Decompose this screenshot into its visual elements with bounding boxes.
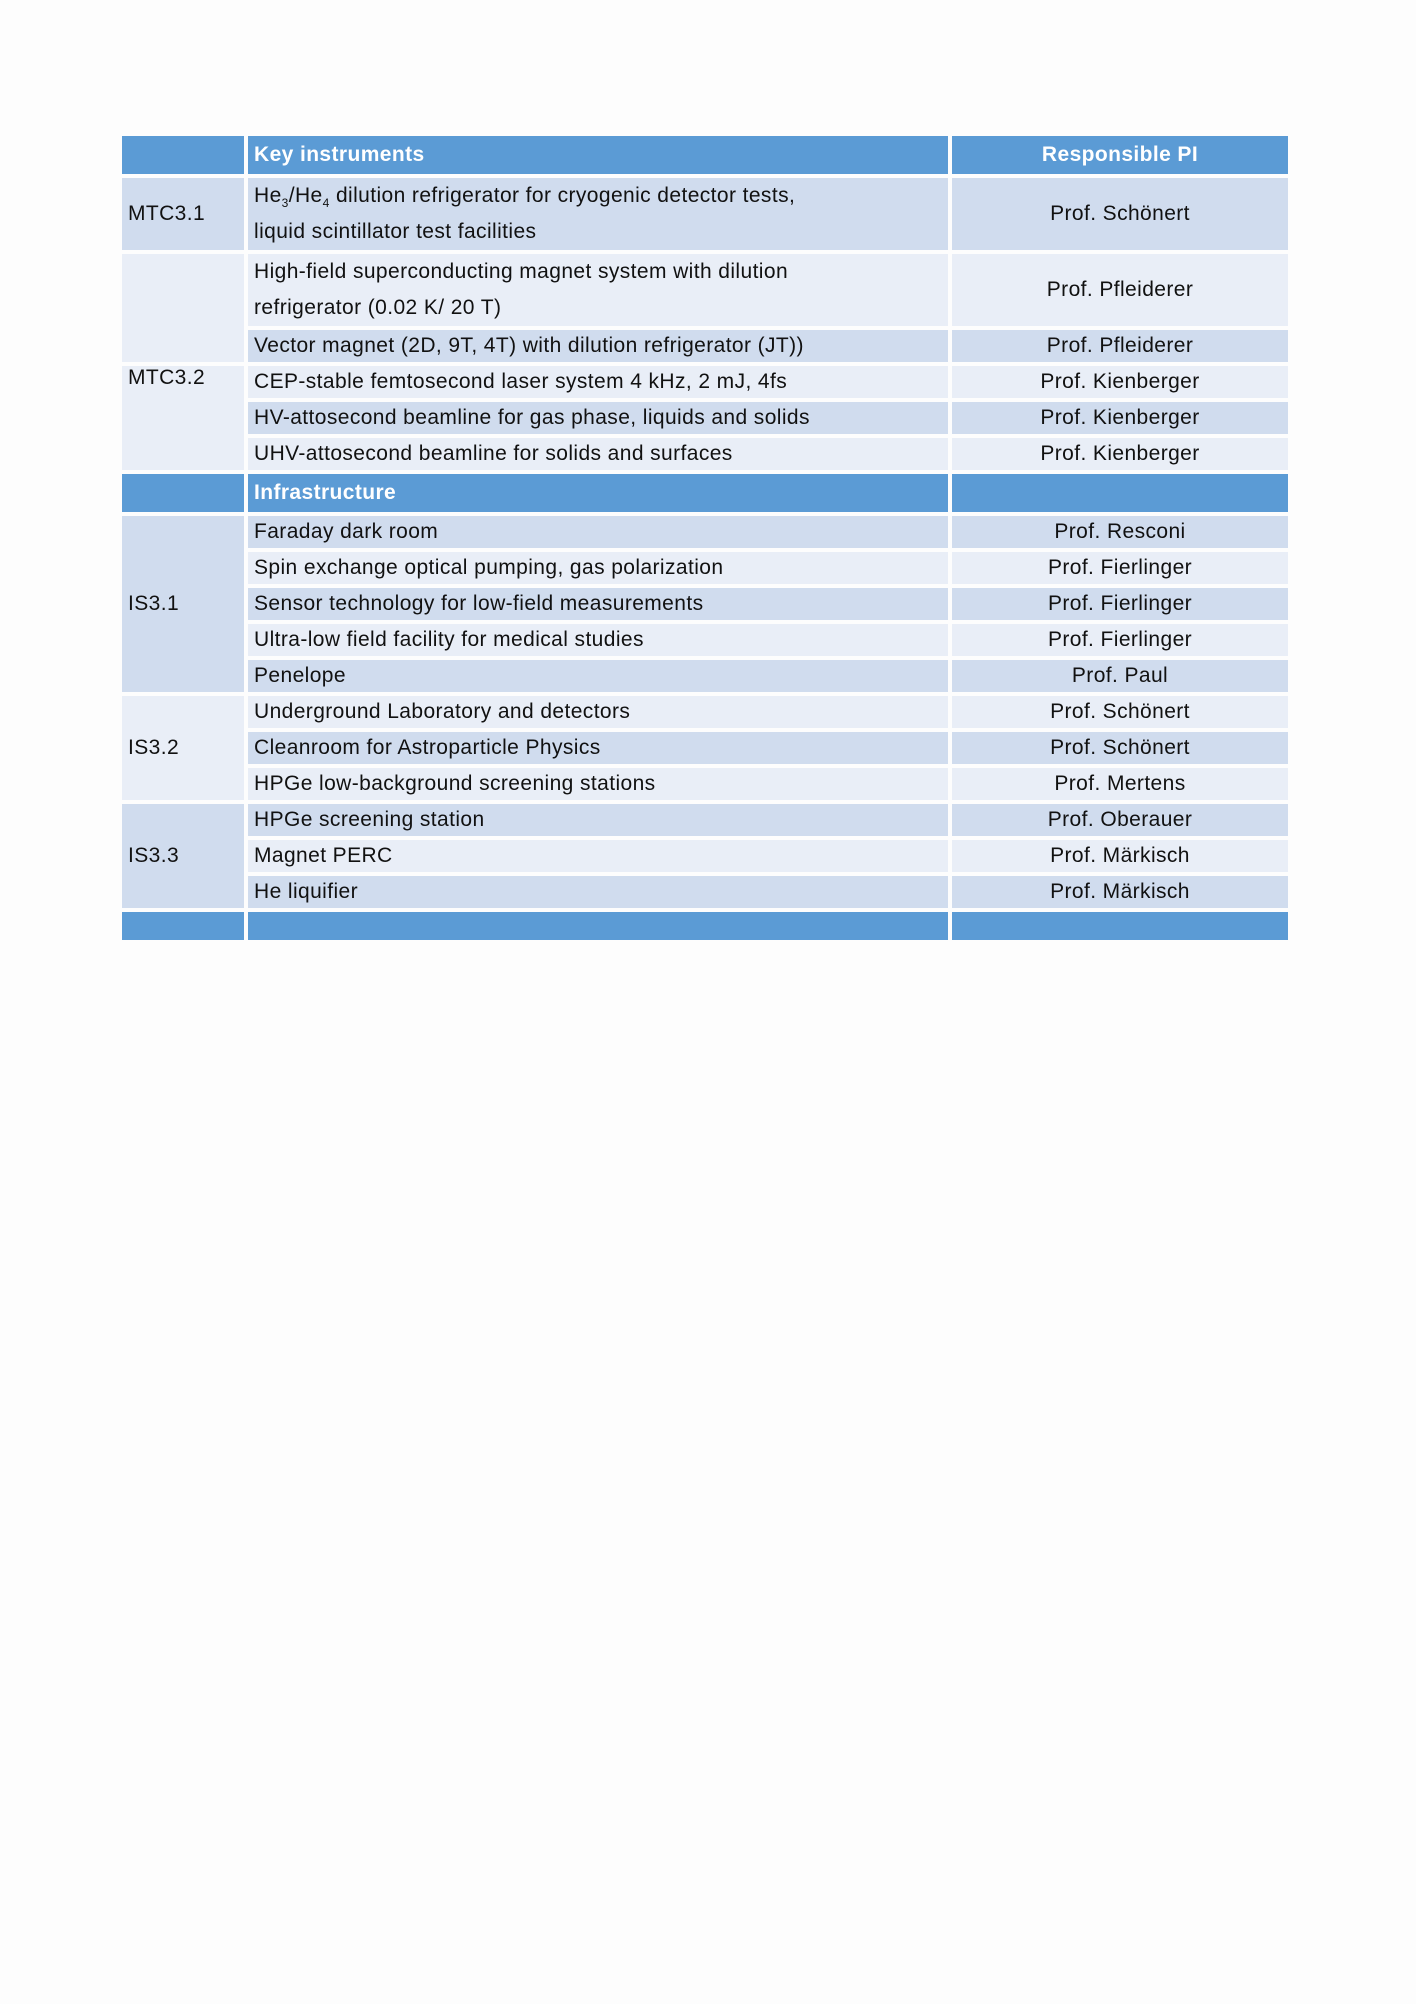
instrument-cell: HV-attosecond beamline for gas phase, liquids and solids <box>248 402 948 434</box>
infrastructure-cell: Underground Laboratory and detectors <box>248 696 948 728</box>
footer-cell <box>248 912 948 940</box>
pi-cell: Prof. Schönert <box>952 696 1288 728</box>
pi-cell: Prof. Fierlinger <box>952 588 1288 620</box>
table-row <box>122 660 1288 692</box>
group-label-empty <box>122 254 244 362</box>
table-row <box>122 696 1288 728</box>
header-infrastructure: Infrastructure <box>248 474 948 512</box>
pi-cell: Prof. Pfleiderer <box>952 254 1288 326</box>
table-row <box>122 588 1288 620</box>
table-row <box>122 178 1288 250</box>
header-empty-cell <box>952 474 1288 512</box>
pi-cell: Prof. Paul <box>952 660 1288 692</box>
table-row <box>122 366 1288 398</box>
table-row <box>122 402 1288 434</box>
table-row <box>122 254 1288 326</box>
table-row <box>122 732 1288 764</box>
instrument-text: liquid scintillator test facilities <box>254 220 537 243</box>
instrument-cell: Vector magnet (2D, 9T, 4T) with dilution refrigerator (JT)) <box>248 330 948 362</box>
pi-cell: Prof. Fierlinger <box>952 552 1288 584</box>
group-label: MTC3.1 <box>122 178 244 250</box>
instrument-cell: CEP-stable femtosecond laser system 4 kHz, 2 mJ, 4fs <box>248 366 948 398</box>
instruments-table <box>118 132 1292 944</box>
group-label: MTC3.2 <box>122 366 244 470</box>
table-row <box>122 768 1288 800</box>
instrument-text: refrigerator (0.02 K/ 20 T) <box>254 296 502 319</box>
infrastructure-cell: Penelope <box>248 660 948 692</box>
pi-cell: Prof. Oberauer <box>952 804 1288 836</box>
header-row-infrastructure <box>122 474 1288 512</box>
infrastructure-cell: He liquifier <box>248 876 948 908</box>
table-row <box>122 840 1288 872</box>
group-label: IS3.2 <box>122 696 244 800</box>
table-row <box>122 516 1288 548</box>
table-row <box>122 330 1288 362</box>
pi-cell: Prof. Kienberger <box>952 366 1288 398</box>
pi-cell: Prof. Märkisch <box>952 876 1288 908</box>
pi-cell: Prof. Kienberger <box>952 438 1288 470</box>
pi-cell: Prof. Fierlinger <box>952 624 1288 656</box>
header-responsible-pi: Responsible PI <box>952 136 1288 174</box>
table-row <box>122 624 1288 656</box>
group-label: IS3.1 <box>122 516 244 692</box>
pi-cell: Prof. Resconi <box>952 516 1288 548</box>
infrastructure-cell: Sensor technology for low-field measurements <box>248 588 948 620</box>
footer-cell <box>952 912 1288 940</box>
pi-cell: Prof. Märkisch <box>952 840 1288 872</box>
footer-row <box>122 912 1288 940</box>
pi-cell: Prof. Schönert <box>952 732 1288 764</box>
header-key-instruments: Key instruments <box>248 136 948 174</box>
header-row-key-instruments <box>122 136 1288 174</box>
infrastructure-cell: Ultra-low field facility for medical studies <box>248 624 948 656</box>
instrument-cell: UHV-attosecond beamline for solids and surfaces <box>248 438 948 470</box>
table-row <box>122 804 1288 836</box>
header-empty-cell <box>122 136 244 174</box>
header-empty-cell <box>122 474 244 512</box>
table-row <box>122 876 1288 908</box>
footer-cell <box>122 912 244 940</box>
pi-cell: Prof. Kienberger <box>952 402 1288 434</box>
instrument-text: He <box>254 184 282 207</box>
infrastructure-cell: HPGe screening station <box>248 804 948 836</box>
instrument-cell <box>248 178 948 250</box>
infrastructure-cell: Magnet PERC <box>248 840 948 872</box>
instrument-text: High-field superconducting magnet system with dilution <box>254 260 789 283</box>
subscript: 4 <box>322 196 330 211</box>
pi-cell: Prof. Pfleiderer <box>952 330 1288 362</box>
group-label: IS3.3 <box>122 804 244 908</box>
instrument-cell <box>248 254 948 326</box>
instrument-text: /He <box>288 184 323 207</box>
instrument-text: dilution refrigerator for cryogenic detector tests, <box>329 184 796 207</box>
table-row <box>122 552 1288 584</box>
pi-cell: Prof. Mertens <box>952 768 1288 800</box>
table-row <box>122 438 1288 470</box>
infrastructure-cell: Spin exchange optical pumping, gas polarization <box>248 552 948 584</box>
pi-cell: Prof. Schönert <box>952 178 1288 250</box>
subscript: 3 <box>281 196 289 211</box>
infrastructure-cell: Faraday dark room <box>248 516 948 548</box>
infrastructure-cell: Cleanroom for Astroparticle Physics <box>248 732 948 764</box>
infrastructure-cell: HPGe low-background screening stations <box>248 768 948 800</box>
